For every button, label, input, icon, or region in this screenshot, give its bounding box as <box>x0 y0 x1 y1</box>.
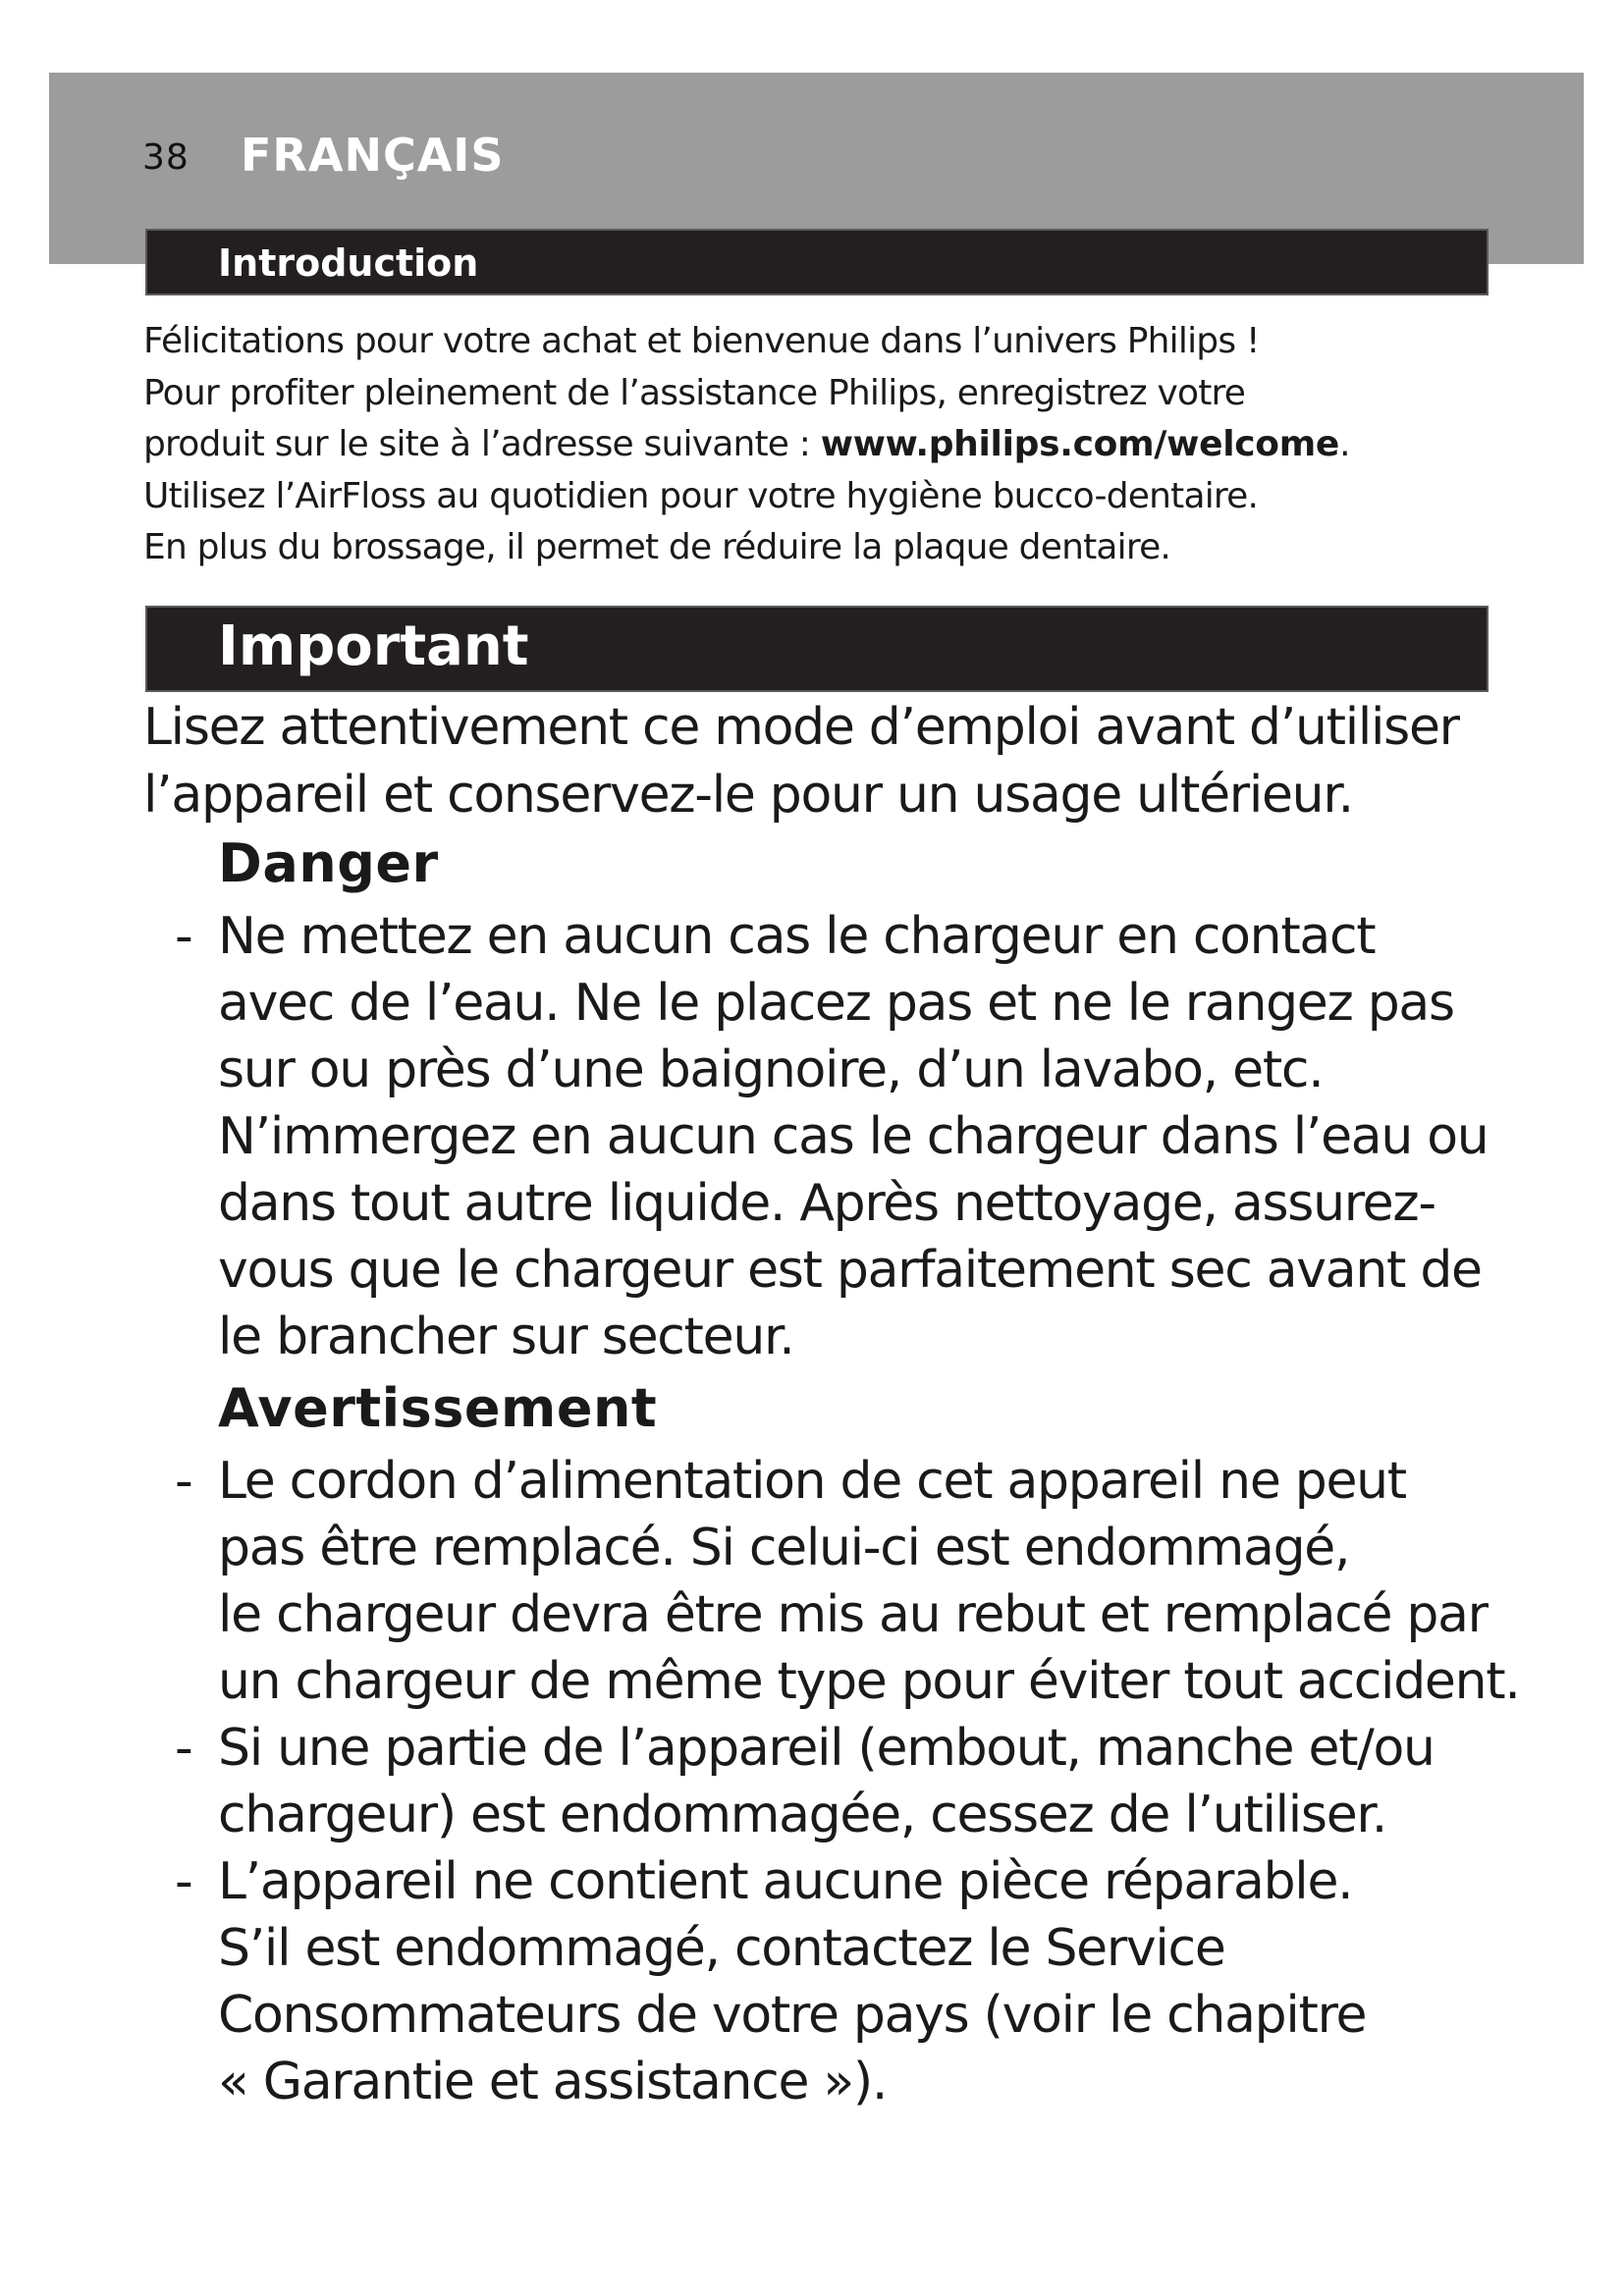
list-item-line: dans tout autre liquide. Après nettoyage, assurez- <box>218 1174 1435 1233</box>
url-suffix: . <box>1339 424 1350 464</box>
list-item-line: « Garantie et assistance »). <box>218 2053 888 2111</box>
warning-heading: Avertissement <box>218 1377 658 1439</box>
dash-bullet: - <box>175 1852 192 1911</box>
list-item-line: pas être remplacé. Si celui-ci est endommagé, <box>218 1519 1350 1577</box>
list-item <box>175 1448 1520 1715</box>
intro-line: produit sur le site à l’adresse suivante : <box>143 424 811 464</box>
list-item-line: avec de l’eau. Ne le placez pas et ne le rangez pas <box>218 974 1454 1033</box>
list-item-line: L’appareil ne contient aucune pièce réparable. <box>218 1852 1353 1911</box>
dash-bullet: - <box>175 1452 192 1511</box>
list-item-line: chargeur) est endommagée, cessez de l’utiliser. <box>218 1786 1386 1844</box>
intro-line-with-url <box>143 419 1547 471</box>
list-item-line: S’il est endommagé, contactez le Service <box>218 1919 1225 1978</box>
list-item-line: Consommateurs de votre pays (voir le chapitre <box>218 1986 1367 2045</box>
list-item-line: Le cordon d’alimentation de cet appareil ne peut <box>218 1452 1406 1511</box>
language-title: FRANÇAIS <box>241 129 505 182</box>
danger-heading: Danger <box>218 832 439 894</box>
intro-line: Utilisez l’AirFloss au quotidien pour votre hygiène bucco-dentaire. <box>143 475 1259 516</box>
list-item-line: Si une partie de l’appareil (embout, manche et/ou <box>218 1719 1435 1778</box>
danger-list <box>175 903 1488 1370</box>
introduction-paragraph <box>143 316 1547 574</box>
intro-line: En plus du brossage, il permet de réduire la plaque dentaire. <box>143 527 1171 567</box>
intro-line: Félicitations pour votre achat et bienvenue dans l’univers Philips ! <box>143 321 1260 361</box>
introduction-heading: Introduction <box>218 241 479 285</box>
registration-url[interactable]: www.philips.com/welcome <box>820 424 1340 464</box>
intro-line: Pour profiter pleinement de l’assistance Philips, enregistrez votre <box>143 372 1246 413</box>
list-item <box>175 903 1488 1370</box>
page-number: 38 <box>142 137 189 178</box>
list-item-line: Ne mettez en aucun cas le chargeur en contact <box>218 907 1376 966</box>
list-item-line: un chargeur de même type pour éviter tout accident. <box>218 1652 1520 1711</box>
dash-bullet: - <box>175 907 192 966</box>
list-item-line: vous que le chargeur est parfaitement sec avant de <box>218 1241 1482 1300</box>
warning-list <box>175 1448 1520 2115</box>
list-item <box>175 1848 1520 2115</box>
list-item-line: N’immergez en aucun cas le chargeur dans l’eau ou <box>218 1107 1489 1166</box>
list-item-line: sur ou près d’une baignoire, d’un lavabo, etc. <box>218 1041 1324 1099</box>
list-item-line: le chargeur devra être mis au rebut et remplacé par <box>218 1585 1488 1644</box>
important-line: Lisez attentivement ce mode d’emploi avant d’utiliser <box>143 698 1459 757</box>
list-item <box>175 1715 1520 1848</box>
important-paragraph <box>143 694 1459 829</box>
list-item-line: le brancher sur secteur. <box>218 1308 794 1366</box>
important-heading: Important <box>218 614 529 678</box>
dash-bullet: - <box>175 1719 192 1778</box>
important-line: l’appareil et conservez-le pour un usage ultérieur. <box>143 766 1353 825</box>
